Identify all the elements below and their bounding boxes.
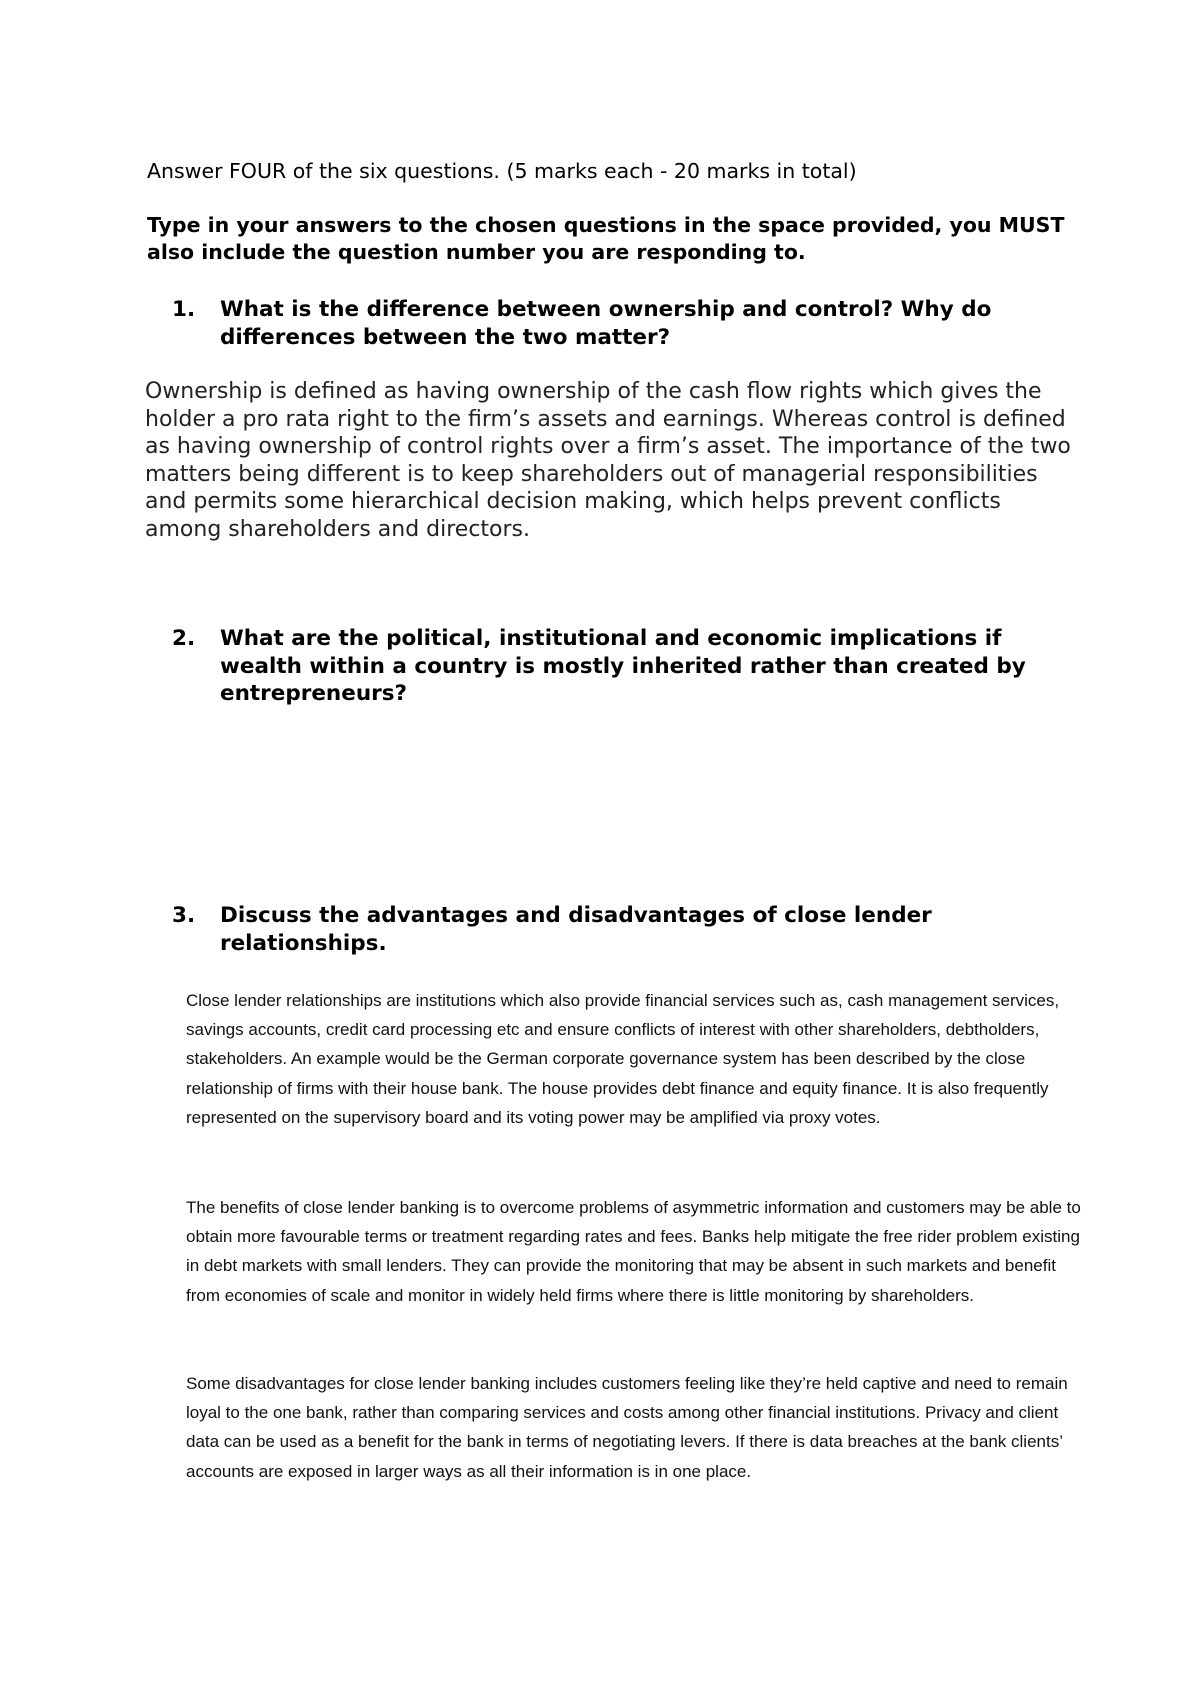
answer-1-paragraph: Ownership is defined as having ownership of the cash flow rights which gives the holder a pro rata right to the firm’s assets and earnings. Whereas control is defined as having ownership of control rights over a firm’s asset. The importance of the two matters being different is to keep shareholders out of managerial responsibilities and permits some hierarchical decision making, which helps prevent conflicts among shareholders and directors.	[145, 379, 1071, 542]
question-3-number: 3.	[172, 903, 196, 928]
question-1-text: What is the difference between ownership and control? Why do differences between the two matter?	[220, 297, 992, 350]
question-1	[172, 296, 1072, 351]
question-2-number: 2.	[172, 626, 196, 651]
answer-3-paragraph-2: The benefits of close lender banking is to overcome problems of asymmetric information and customers may be able to obtain more favourable terms or treatment regarding rates and fees. Banks help mitigate the free rider problem existing in debt markets with small lenders. They can provide the monitoring that may be absent in such markets and benefit from economies of scale and monitor in widely held firms where there is little monitoring by shareholders.	[186, 1198, 1081, 1305]
question-3-text: Discuss the advantages and disadvantages of close lender relationships.	[220, 903, 932, 956]
answer-3-paragraph-3: Some disadvantages for close lender banking includes customers feeling like they’re held captive and need to remain loyal to the one bank, rather than comparing services and costs among other financial institutions. Privacy and client data can be used as a benefit for the bank in terms of negotiating levers. If there is data breaches at the bank clients’ accounts are exposed in larger ways as all their information is in one place.	[186, 1374, 1068, 1481]
question-2-text: What are the political, institutional and economic implications if wealth within a country is mostly inherited rather than created by entrepreneurs?	[220, 626, 1026, 706]
answer-3-paragraph-1: Close lender relationships are institutions which also provide financial services such as, cash management services, savings accounts, credit card processing etc and ensure conflicts of interest with other shareholders, debtholders, stakeholders. An example would be the German corporate governance system has been described by the close relationship of firms with their house bank. The house provides debt finance and equity finance. It is also frequently represented on the supervisory board and its voting power may be amplified via proxy votes.	[186, 991, 1060, 1127]
question-3	[172, 902, 1072, 957]
answer-2-space[interactable]	[145, 720, 1075, 880]
instructions-line-2: Type in your answers to the chosen questions in the space provided, you MUST also include the question number you are responding to.	[147, 213, 1065, 264]
question-2	[172, 625, 1072, 708]
instructions-line-1: Answer FOUR of the six questions. (5 marks each - 20 marks in total)	[147, 159, 857, 183]
question-1-number: 1.	[172, 297, 196, 322]
